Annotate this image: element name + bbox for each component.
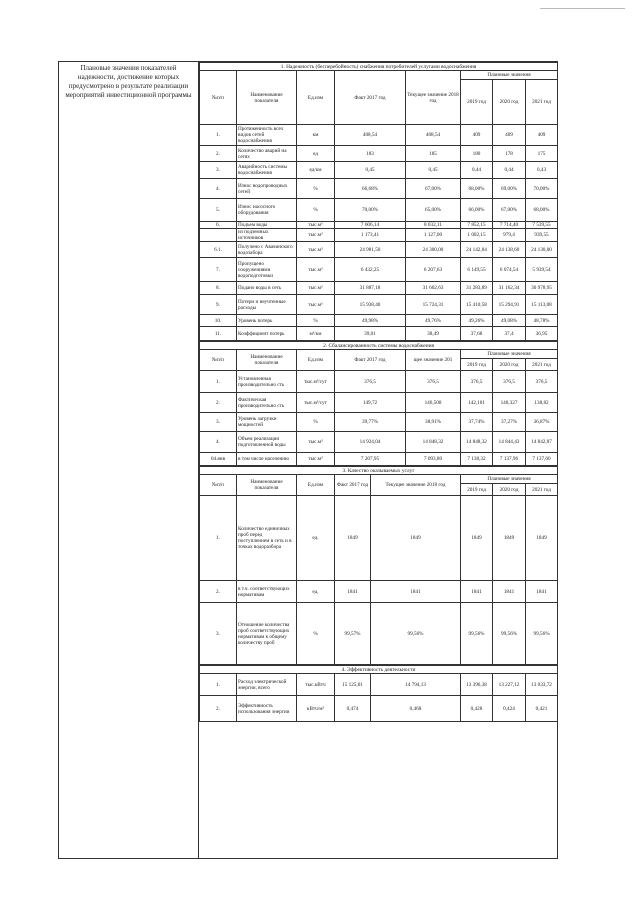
cell-current: 408,54 xyxy=(406,125,461,146)
section1-table xyxy=(199,62,558,341)
top-decoration-line xyxy=(540,8,625,9)
cell-unit: ед. xyxy=(297,581,335,603)
cell-unit: % xyxy=(297,315,335,327)
cell-y2: 67,00% xyxy=(493,199,526,222)
cell-num: 2. xyxy=(200,146,237,162)
indicators-tables xyxy=(199,62,557,722)
cell-fact: 24 981,50 xyxy=(335,242,406,258)
cell-name: Количество единичных проб перед поступлением в сеть и в точках водоразбора xyxy=(237,496,297,581)
cell-y1: 68,00% xyxy=(461,179,493,199)
cell-unit: тыс.кВтч xyxy=(297,674,335,696)
cell-name: Объем реализации подготовленной воды xyxy=(237,432,297,453)
cell-y3: 5 939,54 xyxy=(526,258,558,282)
table-row xyxy=(200,453,558,466)
cell-num: 1. xyxy=(200,674,237,696)
cell-y1: 66,00% xyxy=(461,199,493,222)
cell-y2: 1849 xyxy=(493,496,526,581)
table-row xyxy=(200,696,558,722)
table-row xyxy=(200,581,558,603)
cell-y2: 376,5 xyxy=(493,371,526,393)
cell-y2: 37,27% xyxy=(493,413,526,432)
cell-num: 3. xyxy=(200,603,237,665)
cell-current: 146,508 xyxy=(406,393,461,413)
cell-fact: 49,98% xyxy=(335,315,406,327)
cell-y3: 36,87% xyxy=(526,413,558,432)
cell-y3: 68,00% xyxy=(526,199,558,222)
cell-y3: 99,56% xyxy=(526,603,558,665)
left-header-text: Плановые значения показателей надежности, достижение которых предусмотрено в результате реализации мероприятий инвестиционной программы xyxy=(65,64,192,99)
table-row xyxy=(200,258,558,282)
cell-unit: тыс.м³ xyxy=(297,295,335,315)
cell-current: 0,468 xyxy=(371,696,461,722)
cell-y2: 0,424 xyxy=(493,696,526,722)
cell-y3: 0,421 xyxy=(526,696,558,722)
cell-y2: 178 xyxy=(493,146,526,162)
header-name: Наименование показателя xyxy=(237,475,297,496)
cell-current: 24 300,00 xyxy=(406,242,461,258)
cell-unit: км xyxy=(297,125,335,146)
table-row xyxy=(200,603,558,665)
table-row xyxy=(200,327,558,341)
cell-fact: 376,5 xyxy=(335,371,406,393)
table-row xyxy=(200,199,558,222)
header-y2: 2020 год xyxy=(493,484,526,496)
cell-y1: 7 138,32 xyxy=(461,453,493,466)
cell-name: в том числе населению xyxy=(237,453,297,466)
left-header-column xyxy=(59,62,199,858)
cell-current: 99,56% xyxy=(371,603,461,665)
header-y1: 2019 год xyxy=(461,80,493,125)
cell-current: 8 032,11 xyxy=(406,222,461,229)
cell-current: 7 093,80 xyxy=(406,453,461,466)
cell-name: Протяженность всех видов сетей водоснабжения xyxy=(237,125,297,146)
table-row xyxy=(200,413,558,432)
cell-name: Получено с Авачинского водозабора xyxy=(237,242,297,258)
cell-y1: 142,101 xyxy=(461,393,493,413)
cell-y3: 13 033,72 xyxy=(526,674,558,696)
table-row xyxy=(200,242,558,258)
header-num: №п/п xyxy=(200,350,237,371)
header-y3: 2021 год xyxy=(526,359,558,371)
cell-unit: % xyxy=(297,413,335,432)
cell-y3: 36,95 xyxy=(526,327,558,341)
table-row xyxy=(200,179,558,199)
cell-y1: 24 142,84 xyxy=(461,242,493,258)
cell-current: 1849 xyxy=(371,496,461,581)
table-row xyxy=(200,295,558,315)
table-row xyxy=(200,146,558,162)
cell-num: 5. xyxy=(200,199,237,222)
cell-fact: 39,77% xyxy=(335,413,406,432)
table-row xyxy=(200,162,558,179)
cell-num xyxy=(200,229,237,242)
cell-y1: 0,428 xyxy=(461,696,493,722)
cell-current: 38,91% xyxy=(406,413,461,432)
cell-y1: 13 396,38 xyxy=(461,674,493,696)
header-num: №п/п xyxy=(200,475,237,496)
cell-unit: тыс.м³ xyxy=(297,222,335,229)
cell-name: Износ водопроводных сетей xyxy=(237,179,297,199)
cell-y1: 376,5 xyxy=(461,371,493,393)
cell-fact: 1841 xyxy=(335,581,371,603)
cell-y3: 70,00% xyxy=(526,179,558,199)
cell-y2: 409 xyxy=(493,125,526,146)
cell-unit: тыс.м³ xyxy=(297,242,335,258)
cell-current: 0,45 xyxy=(406,162,461,179)
cell-y1: 14 848,32 xyxy=(461,432,493,453)
header-y2: 2020 год xyxy=(493,80,526,125)
section4-title: 4. Эффективность деятельности xyxy=(200,666,558,674)
table-row xyxy=(200,282,558,295)
cell-current: 1 127,00 xyxy=(406,229,461,242)
header-fact: Факт 2017 год xyxy=(335,475,371,496)
cell-fact: 1849 xyxy=(335,496,371,581)
cell-num: 04.янв xyxy=(200,453,237,466)
cell-current: 65,00% xyxy=(406,199,461,222)
table-row xyxy=(200,496,558,581)
cell-unit: тыс.м³/сут xyxy=(297,393,335,413)
cell-y2: 7 714,40 xyxy=(493,222,526,229)
cell-y2: 14 844,43 xyxy=(493,432,526,453)
header-y3: 2021 год xyxy=(526,484,558,496)
cell-num: 2. xyxy=(200,393,237,413)
cell-fact: 31 887,18 xyxy=(335,282,406,295)
cell-unit: ед/км xyxy=(297,162,335,179)
section4-table xyxy=(199,665,558,722)
section2-table xyxy=(199,341,558,466)
cell-num: 9. xyxy=(200,295,237,315)
cell-y3: 30 978,95 xyxy=(526,282,558,295)
cell-fact: 66,68% xyxy=(335,179,406,199)
cell-num: 1. xyxy=(200,125,237,146)
cell-y1: 0,44 xyxy=(461,162,493,179)
cell-name: Эффективность использования энергии xyxy=(237,696,297,722)
cell-y2: 99,56% xyxy=(493,603,526,665)
document-sheet xyxy=(58,61,558,859)
cell-y1: 31 283,89 xyxy=(461,282,493,295)
cell-num: 11. xyxy=(200,327,237,341)
table-row xyxy=(200,432,558,453)
header-unit: Ед.изм xyxy=(297,71,335,125)
cell-num: 1. xyxy=(200,371,237,393)
cell-fact: 99,57% xyxy=(335,603,371,665)
table-row xyxy=(200,222,558,229)
cell-y2: 49,08% xyxy=(493,315,526,327)
cell-name: Подъем воды xyxy=(237,222,297,229)
cell-y2: 0,44 xyxy=(493,162,526,179)
cell-name: Уровень потерь xyxy=(237,315,297,327)
cell-unit: тыс.м³/сут xyxy=(297,371,335,393)
header-fact: Факт 2017 год xyxy=(335,350,406,371)
cell-y2: 37,4 xyxy=(493,327,526,341)
cell-current: 14 794,13 xyxy=(371,674,461,696)
cell-current: 185 xyxy=(406,146,461,162)
cell-num: 3. xyxy=(200,413,237,432)
cell-y1: 1 002,15 xyxy=(461,229,493,242)
cell-y2: 1841 xyxy=(493,581,526,603)
cell-num: 10. xyxy=(200,315,237,327)
cell-name: Отношение количества проб соответствующих нормативам к общему количеству проб xyxy=(237,603,297,665)
table-row xyxy=(200,125,558,146)
cell-current: 38,49 xyxy=(406,327,461,341)
cell-y1: 7 852,15 xyxy=(461,222,493,229)
cell-name: Количество аварий на сетях xyxy=(237,146,297,162)
header-y2: 2020 год xyxy=(493,359,526,371)
cell-y3: 1849 xyxy=(526,496,558,581)
cell-y3: 1841 xyxy=(526,581,558,603)
cell-y3: 15 113,08 xyxy=(526,295,558,315)
cell-y3: 175 xyxy=(526,146,558,162)
table-row xyxy=(200,371,558,393)
table-row xyxy=(200,229,558,242)
cell-y1: 409 xyxy=(461,125,493,146)
cell-num: 6. xyxy=(200,222,237,229)
header-unit: Ед.изм xyxy=(297,350,335,371)
cell-y2: 24 138,60 xyxy=(493,242,526,258)
cell-name: Коэффициент потерь xyxy=(237,327,297,341)
cell-current: 1841 xyxy=(371,581,461,603)
header-fact: Факт 2017 год xyxy=(335,71,406,125)
cell-y3: 7 539,55 xyxy=(526,222,558,229)
cell-num: 1. xyxy=(200,496,237,581)
cell-num: 4. xyxy=(200,179,237,199)
cell-num: 7. xyxy=(200,258,237,282)
cell-y1: 37,68 xyxy=(461,327,493,341)
cell-y3: 0,43 xyxy=(526,162,558,179)
table-row xyxy=(200,674,558,696)
cell-name: Расход электрической энергии, всего xyxy=(237,674,297,696)
cell-num: 6.1. xyxy=(200,242,237,258)
cell-unit: % xyxy=(297,199,335,222)
cell-fact: 0,474 xyxy=(335,696,371,722)
cell-unit: тыс.м³ xyxy=(297,229,335,242)
cell-current: 6 207,63 xyxy=(406,258,461,282)
cell-fact: 7 606,14 xyxy=(335,222,406,229)
cell-fact: 6 432,25 xyxy=(335,258,406,282)
cell-name: Подано воды в сеть xyxy=(237,282,297,295)
cell-name: Фактическая производительно сть xyxy=(237,393,297,413)
cell-fact: 70,00% xyxy=(335,199,406,222)
cell-name: Износ насосного оборудования xyxy=(237,199,297,222)
cell-fact: 408,54 xyxy=(335,125,406,146)
cell-y2: 31 162,34 xyxy=(493,282,526,295)
table-row xyxy=(200,393,558,413)
cell-name: Потери и неучтенные расходы xyxy=(237,295,297,315)
cell-num: 2. xyxy=(200,696,237,722)
header-name: Наименование показателя xyxy=(237,71,297,125)
cell-y2: 15 294,91 xyxy=(493,295,526,315)
cell-fact: 15 938,40 xyxy=(335,295,406,315)
cell-y1: 37,74% xyxy=(461,413,493,432)
cell-fact: 7 207,95 xyxy=(335,453,406,466)
header-unit: Ед.изм xyxy=(297,475,335,496)
cell-unit: % xyxy=(297,179,335,199)
cell-name: Аварийность системы водоснабжения xyxy=(237,162,297,179)
cell-name: в т.ч. соответствующих нормативам xyxy=(237,581,297,603)
cell-y3: 24 130,00 xyxy=(526,242,558,258)
cell-unit: тыс.м³ xyxy=(297,258,335,282)
section3-title: 3. Качество оказываемых услуг xyxy=(200,467,558,475)
header-y1: 2019 год xyxy=(461,484,493,496)
cell-y2: 140,327 xyxy=(493,393,526,413)
cell-y2: 69,00% xyxy=(493,179,526,199)
cell-fact: 0,45 xyxy=(335,162,406,179)
cell-name: Установленная производительно сть xyxy=(237,371,297,393)
cell-num: 2. xyxy=(200,581,237,603)
cell-y3: 14 842,87 xyxy=(526,432,558,453)
header-plan: Плановые значения xyxy=(461,71,558,80)
cell-unit: тыс.м³ xyxy=(297,282,335,295)
header-plan: Плановые значения xyxy=(461,350,558,359)
header-num: №п/п xyxy=(200,71,237,125)
cell-current: 49,76% xyxy=(406,315,461,327)
cell-unit: тыс.м³ xyxy=(297,453,335,466)
cell-y2: 979,4 xyxy=(493,229,526,242)
cell-fact: 149,72 xyxy=(335,393,406,413)
cell-unit: м³/км xyxy=(297,327,335,341)
table-row xyxy=(200,315,558,327)
cell-num: 4. xyxy=(200,432,237,453)
header-current: Текущее значение 2018 год xyxy=(371,475,461,496)
cell-unit: ед xyxy=(297,146,335,162)
cell-current: 14 848,32 xyxy=(406,432,461,453)
cell-y2: 6 074,54 xyxy=(493,258,526,282)
cell-unit: тыс.м³ xyxy=(297,432,335,453)
header-current: щее значение 201 xyxy=(406,350,461,371)
cell-y3: 939,55 xyxy=(526,229,558,242)
cell-y3: 376,5 xyxy=(526,371,558,393)
cell-name: из подземных источников xyxy=(237,229,297,242)
cell-y3: 48,78% xyxy=(526,315,558,327)
header-current: Текущее значение 2018 год xyxy=(406,71,461,125)
cell-current: 31 602,63 xyxy=(406,282,461,295)
cell-fact: 14 924,04 xyxy=(335,432,406,453)
cell-y1: 15 410,58 xyxy=(461,295,493,315)
cell-unit: % xyxy=(297,603,335,665)
cell-num: 3. xyxy=(200,162,237,179)
section2-title: 2. Сбалансированность системы водоснабжения xyxy=(200,342,558,350)
cell-name: Пропущено сооружениями водоподготовки xyxy=(237,258,297,282)
cell-current: 67,00% xyxy=(406,179,461,199)
cell-y3: 138,82 xyxy=(526,393,558,413)
cell-y1: 1849 xyxy=(461,496,493,581)
cell-y1: 99,56% xyxy=(461,603,493,665)
cell-fact: 183 xyxy=(335,146,406,162)
cell-name: Уровень загрузки мощностей xyxy=(237,413,297,432)
section3-table xyxy=(199,466,558,665)
section1-title: 1. Надежность (бесперебойность) снабжения потребителей услугами водоснабжения xyxy=(200,63,558,71)
cell-current: 15 724,31 xyxy=(406,295,461,315)
cell-current: 376,5 xyxy=(406,371,461,393)
cell-y3: 409 xyxy=(526,125,558,146)
header-y1: 2019 год xyxy=(461,359,493,371)
cell-fact: 39,01 xyxy=(335,327,406,341)
cell-fact: 15 125,01 xyxy=(335,674,371,696)
cell-y1: 180 xyxy=(461,146,493,162)
header-name: Наименование показателя xyxy=(237,350,297,371)
cell-unit: ед. xyxy=(297,496,335,581)
header-plan: Плановые значения xyxy=(461,475,558,484)
header-y3: 2021 год xyxy=(526,80,558,125)
cell-unit: кВтч/м³ xyxy=(297,696,335,722)
cell-num: 8. xyxy=(200,282,237,295)
cell-y1: 49,26% xyxy=(461,315,493,327)
cell-y2: 13 227,12 xyxy=(493,674,526,696)
cell-y2: 7 137,96 xyxy=(493,453,526,466)
cell-y1: 6 149,55 xyxy=(461,258,493,282)
cell-fact: 1 173,41 xyxy=(335,229,406,242)
cell-y1: 1841 xyxy=(461,581,493,603)
cell-y3: 7 137,60 xyxy=(526,453,558,466)
